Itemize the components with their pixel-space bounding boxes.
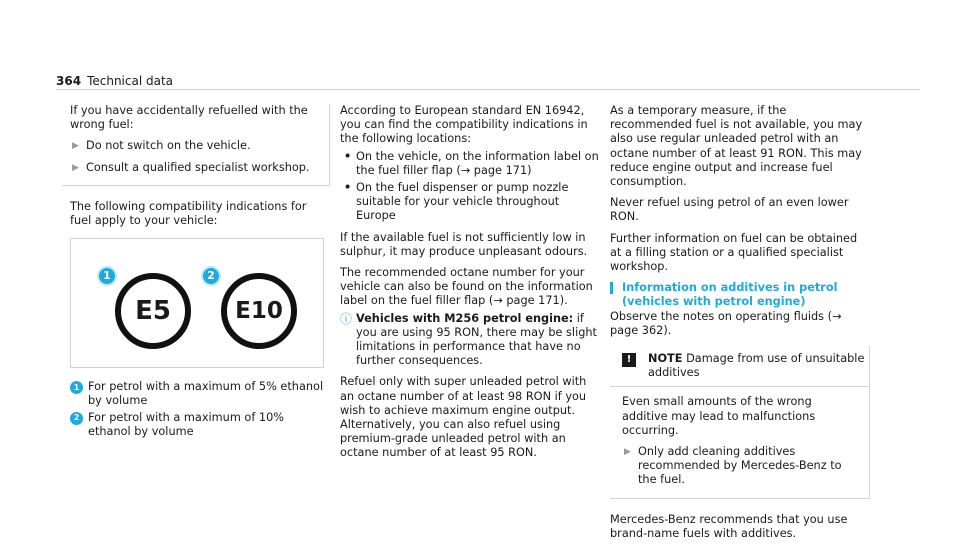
compat-text: The following compatibility indications for fuel apply to your vehicle:: [70, 199, 307, 228]
note-label: NOTE: [648, 352, 683, 366]
standard-intro: According to European standard EN 16942, you can find the compatibility indications in the following locations:: [340, 104, 588, 146]
caption-1: [70, 380, 330, 408]
page-number: 364: [56, 74, 82, 88]
step-arrow-icon: ▶: [72, 162, 79, 173]
caption-badge: 1: [70, 381, 83, 394]
caption-text: For petrol with a maximum of 10% ethanol by volume: [88, 410, 285, 438]
note-box: [610, 346, 870, 499]
figure-badge-2: 2: [201, 266, 221, 286]
wrong-fuel-box: [62, 104, 330, 186]
info-text: if you are using 95 RON, there may be slight limitations in performance that have no further consequences.: [356, 311, 597, 368]
bullet-text: On the fuel dispenser or pump nozzle suitable for your vehicle throughout Europe: [356, 181, 569, 223]
additives-heading: Information on additives in petrol (vehicles with petrol engine): [610, 281, 870, 309]
bullet-dot-icon: •: [344, 149, 352, 163]
column-1: [70, 104, 330, 439]
step-text: Consult a qualified specialist workshop.: [86, 160, 310, 174]
section-title: Technical data: [87, 74, 174, 88]
column-2: [340, 104, 600, 468]
caption-badge: 2: [70, 412, 83, 425]
bullet-item: [340, 181, 600, 224]
refuel-text: Refuel only with super unleaded petrol with an octane number of at least 98 RON if you wish to achieve maximum engine output. Alternatively, you can also refuel using premium-grade unleaded petrol with an octane number of at least 95 RON.: [340, 375, 587, 460]
warning-icon: !: [622, 353, 636, 367]
header-divider: [56, 89, 920, 90]
bullet-item: [340, 150, 600, 178]
step-text: Only add cleaning additives recommended by Mercedes-Benz to the fuel.: [638, 445, 842, 487]
octane-text: The recommended octane number for your vehicle can also be found on the information label on the fuel filler flap (→ page 171).: [340, 266, 593, 308]
never-text: Never refuel using petrol of an even lower RON.: [610, 196, 849, 224]
step-item: [70, 139, 319, 153]
page-header: [56, 74, 173, 88]
step-item: [622, 445, 859, 488]
e10-label: E10: [221, 273, 297, 349]
e5-label: E5: [115, 273, 191, 349]
brand-fuel-text: Mercedes-Benz recommends that you use brand-name fuels with additives.: [610, 512, 848, 540]
info-bold: Vehicles with M256 petrol engine:: [356, 311, 574, 325]
step-arrow-icon: ▶: [72, 141, 79, 152]
note-body: [610, 387, 869, 487]
bullet-dot-icon: •: [344, 181, 352, 195]
caption-text: For petrol with a maximum of 5% ethanol by volume: [88, 380, 324, 408]
step-arrow-icon: ▶: [624, 447, 631, 458]
step-text: Do not switch on the vehicle.: [86, 139, 251, 153]
further-text: Further information on fuel can be obtained at a filling station or a qualified specialist workshop.: [610, 231, 858, 274]
column-3: [610, 104, 870, 548]
wrong-fuel-intro: If you have accidentally refuelled with the wrong fuel:: [70, 104, 308, 132]
figure-badge-1: 1: [97, 266, 117, 286]
bullet-text: On the vehicle, on the information label on the fuel filler flap (→ page 171): [356, 149, 599, 177]
note-header: [610, 346, 869, 387]
info-icon: ⓘ: [340, 311, 353, 326]
info-note: [340, 312, 600, 369]
caption-2: [70, 411, 330, 439]
note-text: Even small amounts of the wrong additive may lead to malfunctions occurring.: [622, 395, 816, 437]
step-item: [70, 161, 319, 175]
temporary-text: As a temporary measure, if the recommended fuel is not available, you may also use regular unleaded petrol with an octane number of at least 91 RON. This may reduce engine output and increase fuel consumption.: [610, 104, 863, 189]
sulphur-text: If the available fuel is not sufficiently low in sulphur, it may produce unpleasant odours.: [340, 230, 588, 258]
note-title: Damage from use of unsuitable additives: [648, 352, 865, 380]
additives-text: Observe the notes on operating fluids (→ page 362).: [610, 309, 842, 337]
fuel-compat-figure: [70, 238, 324, 368]
